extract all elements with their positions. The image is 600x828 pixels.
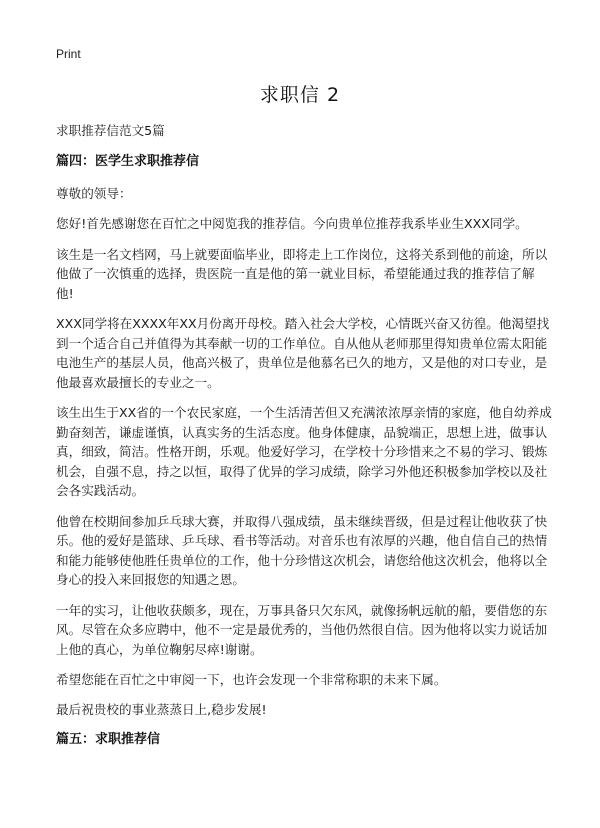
paragraph-internship: 一年的实习，让他收获颇多，现在，万事具备只欠东风，就像扬帆远航的船，要借您的东风。尽管在众多应聘中，他不一定是最优秀的，当他仍然很自信。因为他将以实力说话加上他的真心，为单位鞠躬尽瘁!谢谢。 <box>56 602 548 657</box>
paragraph-graduation: XXX同学将在XXXX年XX月份离开母校。踏入社会大学校，心情既兴奋又彷徨。他渴望找到一个适合自己并值得为其奉献一切的工作单位。自从他从老师那里得知贵单位需太阳能电池生产的基层人员，他高兴极了，贵单位是他慕名已久的地方，又是他的对口专业，是他最喜欢最擅长的专业之一。 <box>56 316 550 390</box>
paragraph-greeting: 您好!首先感谢您在百忙之中阅览我的推荐信。今向贵单位推荐我系毕业生XXX同学。 <box>56 216 528 231</box>
paragraph-hope: 希望您能在百忙之中审阅一下，也许会发现一个非常称职的未来下属。 <box>56 672 447 687</box>
paragraph-background: 该生出生于XX省的一个农民家庭，一个生活清苦但又充满浓浓厚亲情的家庭，他自幼养成勤奋刻苦，谦虚谨慎，认真实务的生活态度。他身体健康，品貌端正，思想上进，做事认真，细致，简洁。性格开朗，乐观。他爱好学习，在学校十分珍惜来之不易的学习、锻炼机会，自强不息，持之以恒，取得了优异的学习成绩，除学习外他还积极参加学校以及社会各实践活动。 <box>56 405 552 498</box>
paragraph-intro: 该生是一名文档网，马上就要面临毕业，即将走上工作岗位，这将关系到他的前途，所以他做了一次慎重的选择，贵医院一直是他的第一就业目标，希望能通过我的推荐信了解他! <box>56 246 548 301</box>
document-subtitle: 求职推荐信范文5篇 <box>56 123 165 138</box>
paragraph-closing: 最后祝贵校的事业蒸蒸日上,稳步发展! <box>56 701 267 717</box>
print-label: Print <box>56 47 81 61</box>
section-heading-4: 篇四：医学生求职推荐信 <box>56 153 200 169</box>
document-title: 求职信 2 <box>259 84 341 106</box>
section-heading-5: 篇五：求职推荐信 <box>56 732 161 747</box>
document-body <box>56 121 552 762</box>
salutation: 尊敬的领导： <box>56 185 132 201</box>
paragraph-activities: 他曾在校期间参加乒乓球大赛，并取得八强成绩，虽未继续晋级，但是过程让他收获了快乐。他的爱好是篮球、乒乓球、看书等活动。对音乐也有浓厚的兴趣，他自信自己的热情和能力能够使他胜任贵单位的工作，他十分珍惜这次机会，请您给他这次机会，他将以全身心的投入来回报您的知遇之恩。 <box>56 513 548 587</box>
